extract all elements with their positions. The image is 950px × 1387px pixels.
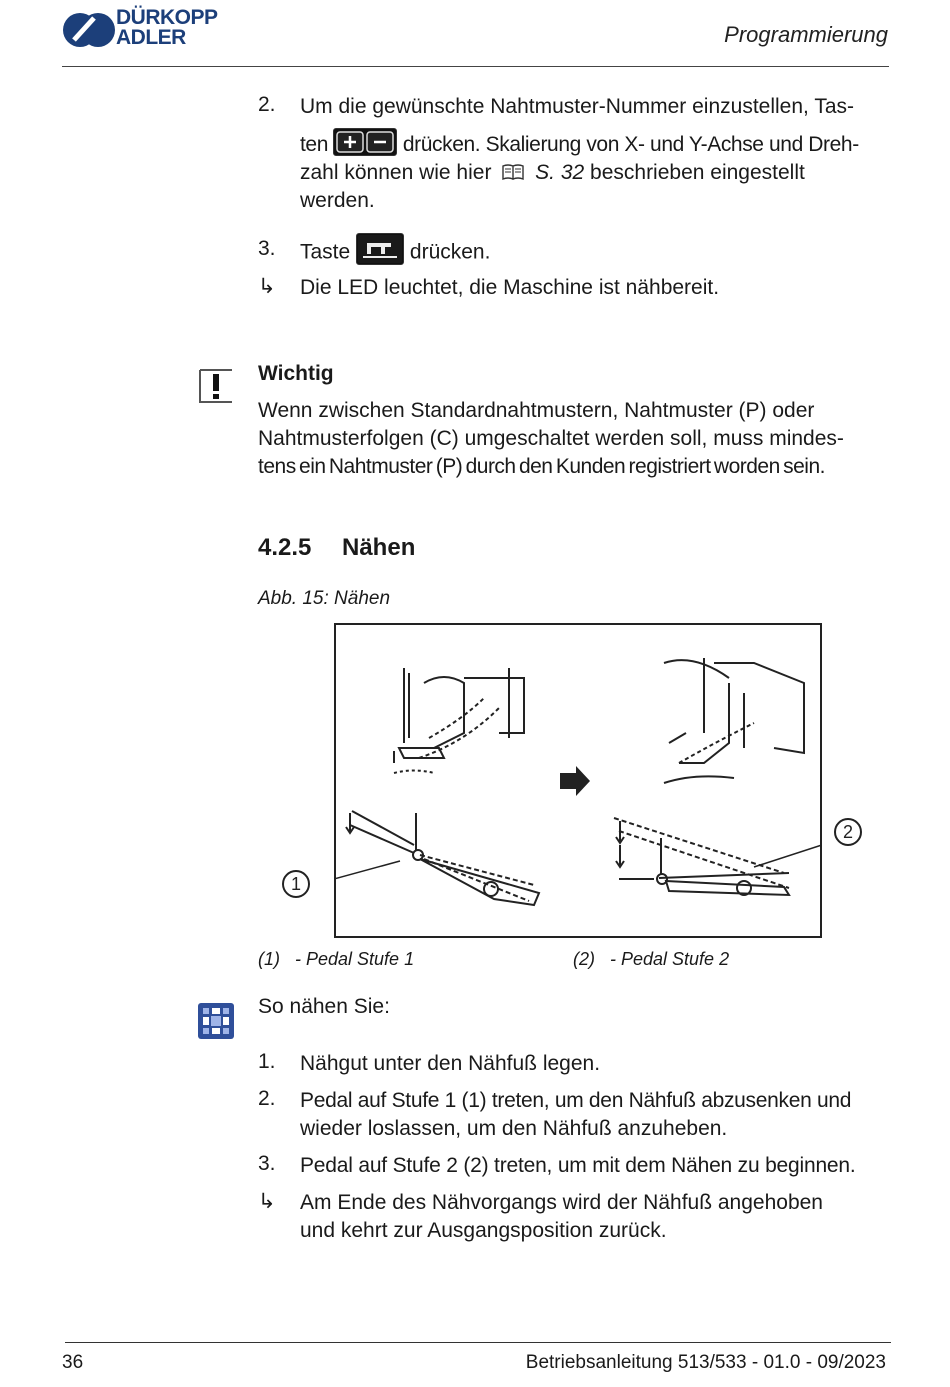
step-2-line2 [300,131,890,159]
figure-legend-2: (2) - Pedal Stufe 2 [573,949,730,969]
step-number: 3. [258,1152,276,1175]
header-divider [62,66,889,67]
callout-2-icon [832,816,864,848]
step-number: 3. [258,237,276,260]
logo-line2: ADLER [116,26,186,49]
header-title: Programmierung [724,22,888,47]
footer-divider [65,1342,891,1343]
callout-1-label: 1 [290,874,302,894]
step-2-line3 [300,159,890,187]
plus-minus-keys-icon [333,128,397,156]
book-icon [501,163,525,181]
step-2-line2-post: drücken. Skalierung von X- und Y-Achse und Dreh- [402,133,859,156]
sew-result-line1: Am Ende des Nähvorgangs wird der Nähfuß angehoben [300,1191,823,1214]
step-2-line4: werden. [300,189,375,212]
figure-legend-1: (1) - Pedal Stufe 1 [258,949,415,969]
step-3-post: drücken. [409,240,491,264]
step-number: 2. [258,1087,276,1110]
sewing-machine-key-icon [356,233,404,265]
notice-body [258,397,898,481]
sewing-figure [334,623,822,938]
step-number: 1. [258,1050,276,1073]
exclamation-icon [198,368,234,404]
step-number: 2. [258,93,276,116]
sew-step-3: Pedal auf Stufe 2 (2) treten, um mit dem Nähen zu beginnen. [300,1154,856,1177]
step-2-line3-post: beschrieben eingestellt [590,161,805,184]
procedure-intro: So nähen Sie: [258,995,390,1018]
notice-line: Nahtmusterfolgen (C) umgeschaltet werden soll, muss mindes- [258,427,844,450]
notice-line: tens ein Nahtmuster (P) durch den Kunden registriert worden sein. [258,455,825,478]
page-number: 36 [62,1352,84,1373]
step-2-line3-pre: zahl können wie hier [300,161,492,184]
sew-step-2-line1: Pedal auf Stufe 1 (1) treten, um den Nähfuß abzusenken und [300,1089,852,1112]
step-3-text [300,237,890,269]
step-3-pre: Taste [300,240,351,264]
result-text: Die LED leuchtet, die Maschine ist nähbereit. [300,276,720,299]
page-reference-link[interactable]: S. 32 [535,161,585,184]
callout-1-icon [280,868,312,900]
notice-line: Wenn zwischen Standardnahtmustern, Nahtmuster (P) oder [258,399,815,422]
document-title: Betriebsanleitung 513/533 - 01.0 - 09/2023 [525,1352,886,1373]
logo-wordmark [116,8,218,48]
logo-line1: DÜRKOPP [116,6,218,29]
result-arrow-icon: ↳ [258,1190,276,1213]
section-number: 4.2.5 [258,534,312,561]
result-arrow-icon: ↳ [258,275,276,298]
figure-caption: Abb. 15: Nähen [258,588,391,609]
step-2-line2-pre: ten [300,133,328,156]
sew-result-line2: und kehrt zur Ausgangsposition zurück. [300,1219,667,1242]
step-2-line1: Um die gewünschte Nahtmuster-Nummer einzustellen, Tas- [300,95,854,118]
callout-2-label: 2 [842,822,854,842]
section-title: Nähen [342,534,416,561]
procedure-icon [198,1003,234,1039]
sew-step-1: Nähgut unter den Nähfuß legen. [300,1052,601,1075]
notice-title: Wichtig [258,362,334,385]
sew-step-2-line2: wieder loslassen, um den Nähfuß anzuheben. [300,1117,728,1140]
